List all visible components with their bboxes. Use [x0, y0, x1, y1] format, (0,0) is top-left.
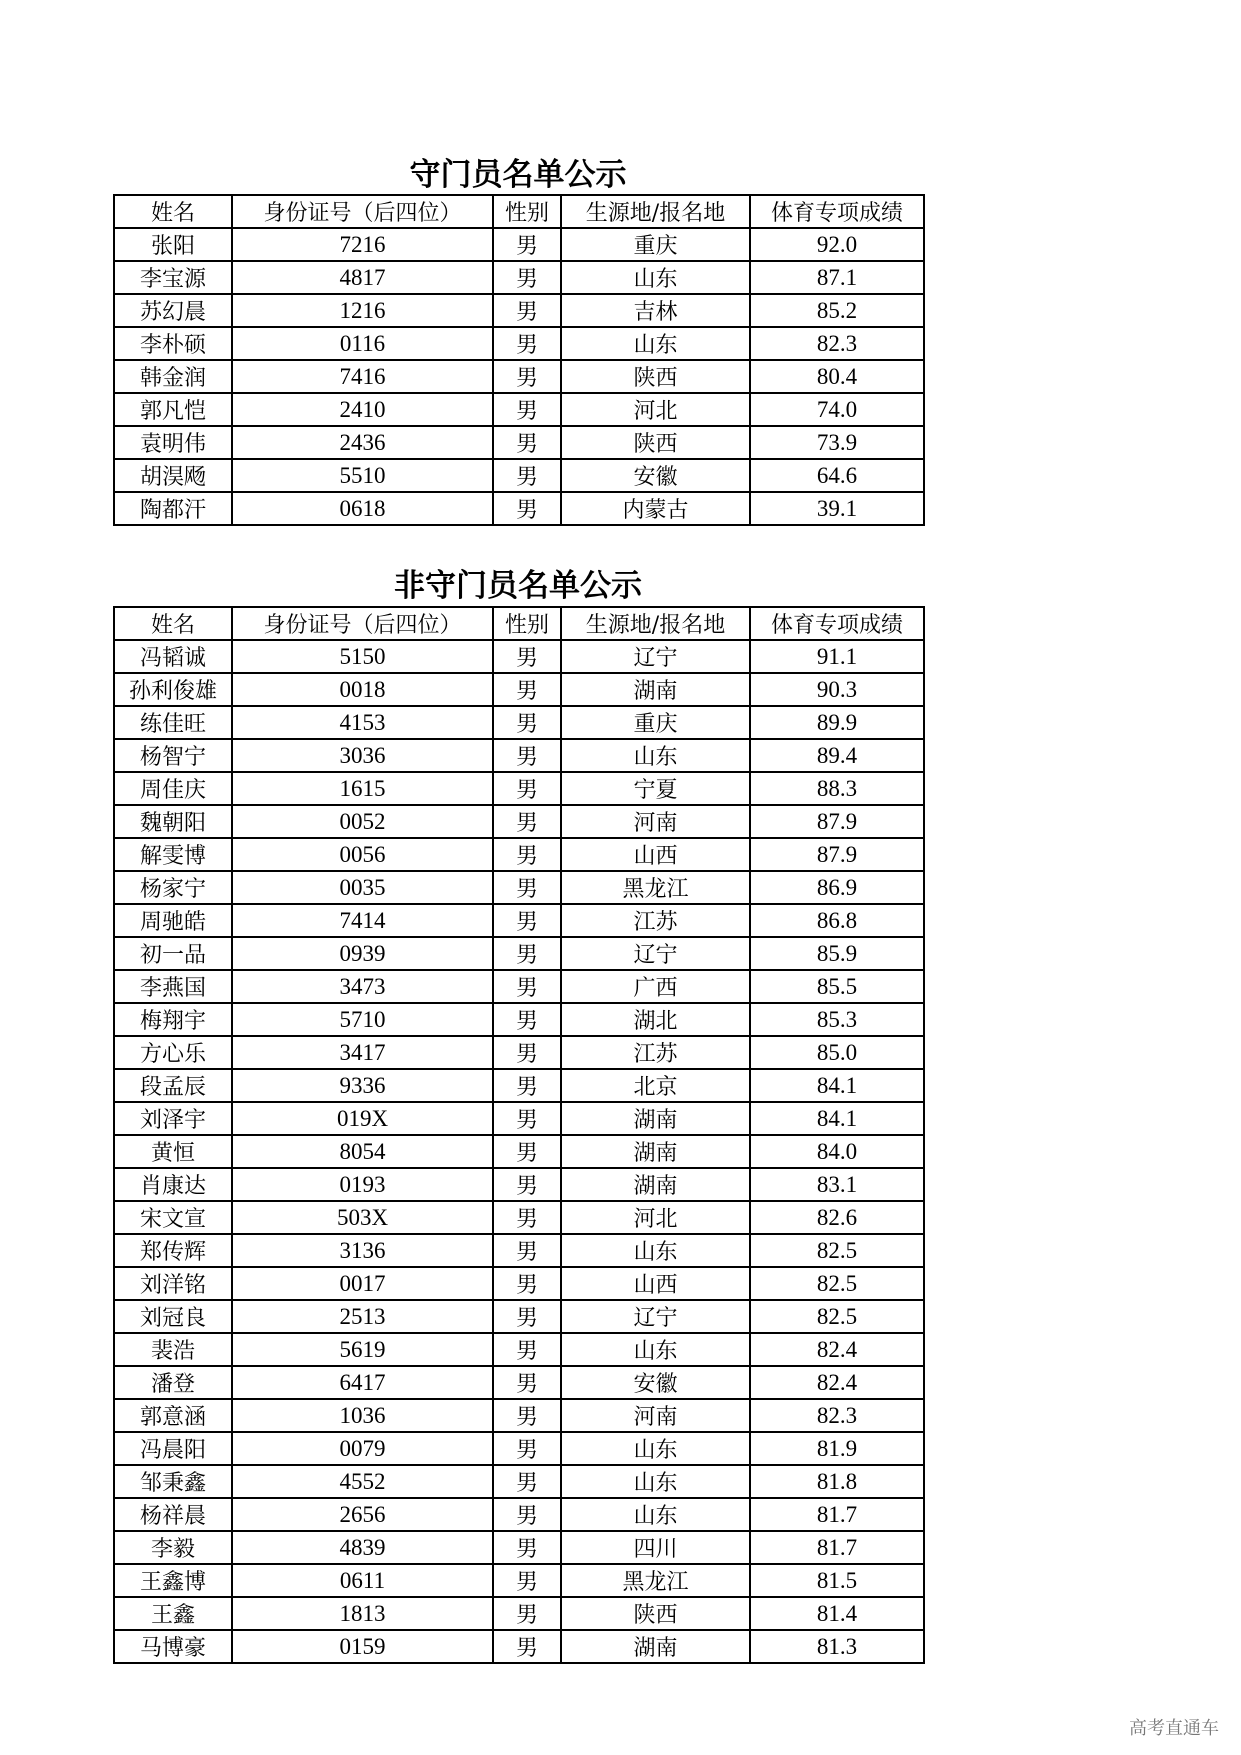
cell-name: 郑传辉 — [114, 1234, 232, 1267]
cell-sports-score: 87.1 — [750, 261, 924, 294]
table-row — [114, 1069, 924, 1102]
cell-id-last-four: 0056 — [232, 838, 493, 871]
cell-sports-score: 89.4 — [750, 739, 924, 772]
cell-id-last-four: 7414 — [232, 904, 493, 937]
cell-gender: 男 — [493, 1135, 561, 1168]
cell-origin: 北京 — [561, 1069, 750, 1102]
cell-id-last-four: 503X — [232, 1201, 493, 1234]
cell-origin: 河北 — [561, 393, 750, 426]
cell-sports-score: 85.2 — [750, 294, 924, 327]
cell-origin: 湖南 — [561, 1135, 750, 1168]
cell-id-last-four: 4817 — [232, 261, 493, 294]
cell-origin: 河南 — [561, 1399, 750, 1432]
cell-sports-score: 64.6 — [750, 459, 924, 492]
cell-sports-score: 82.6 — [750, 1201, 924, 1234]
non-goalkeeper-list-title: 非守门员名单公示 — [394, 568, 642, 604]
cell-id-last-four: 3036 — [232, 739, 493, 772]
goalkeeper-list-title: 守门员名单公示 — [409, 157, 627, 193]
cell-origin: 湖南 — [561, 1630, 750, 1663]
table-row — [114, 1597, 924, 1630]
cell-gender: 男 — [493, 1333, 561, 1366]
cell-gender: 男 — [493, 1234, 561, 1267]
cell-name: 杨智宁 — [114, 739, 232, 772]
cell-origin: 江苏 — [561, 1036, 750, 1069]
cell-sports-score: 82.5 — [750, 1267, 924, 1300]
cell-id-last-four: 0079 — [232, 1432, 493, 1465]
cell-gender: 男 — [493, 492, 561, 525]
cell-sports-score: 82.5 — [750, 1300, 924, 1333]
table-row — [114, 360, 924, 393]
table-row — [114, 904, 924, 937]
cell-origin: 辽宁 — [561, 1300, 750, 1333]
cell-sports-score: 74.0 — [750, 393, 924, 426]
cell-sports-score: 73.9 — [750, 426, 924, 459]
cell-gender: 男 — [493, 1564, 561, 1597]
cell-name: 冯韬诚 — [114, 640, 232, 673]
table-row — [114, 1465, 924, 1498]
column-header-name: 姓名 — [114, 607, 232, 640]
cell-id-last-four: 0018 — [232, 673, 493, 706]
cell-gender: 男 — [493, 904, 561, 937]
table-row — [114, 838, 924, 871]
cell-name: 黄恒 — [114, 1135, 232, 1168]
table-header-row — [114, 195, 924, 228]
table-row — [114, 1399, 924, 1432]
table-row — [114, 1201, 924, 1234]
cell-sports-score: 82.3 — [750, 1399, 924, 1432]
cell-id-last-four: 0052 — [232, 805, 493, 838]
cell-name: 陶都汗 — [114, 492, 232, 525]
table-row — [114, 261, 924, 294]
column-header-name: 姓名 — [114, 195, 232, 228]
table-row — [114, 1234, 924, 1267]
table-row — [114, 805, 924, 838]
cell-name: 初一品 — [114, 937, 232, 970]
cell-origin: 陕西 — [561, 360, 750, 393]
cell-sports-score: 87.9 — [750, 838, 924, 871]
cell-gender: 男 — [493, 1300, 561, 1333]
table-row — [114, 1366, 924, 1399]
cell-origin: 湖南 — [561, 1168, 750, 1201]
table-row — [114, 294, 924, 327]
cell-id-last-four: 0939 — [232, 937, 493, 970]
cell-name: 刘泽宇 — [114, 1102, 232, 1135]
cell-origin: 辽宁 — [561, 937, 750, 970]
table-row — [114, 772, 924, 805]
cell-id-last-four: 2436 — [232, 426, 493, 459]
cell-sports-score: 91.1 — [750, 640, 924, 673]
column-header-id-last-four: 身份证号（后四位） — [232, 195, 493, 228]
cell-origin: 山东 — [561, 327, 750, 360]
cell-name: 李毅 — [114, 1531, 232, 1564]
cell-origin: 山东 — [561, 1234, 750, 1267]
cell-gender: 男 — [493, 1432, 561, 1465]
goalkeeper-table — [113, 194, 925, 526]
cell-name: 冯晨阳 — [114, 1432, 232, 1465]
column-header-origin: 生源地/报名地 — [561, 607, 750, 640]
cell-sports-score: 92.0 — [750, 228, 924, 261]
table-row — [114, 706, 924, 739]
cell-id-last-four: 8054 — [232, 1135, 493, 1168]
cell-sports-score: 80.4 — [750, 360, 924, 393]
table-row — [114, 228, 924, 261]
cell-id-last-four: 3136 — [232, 1234, 493, 1267]
table-row — [114, 1498, 924, 1531]
cell-origin: 重庆 — [561, 706, 750, 739]
cell-name: 潘登 — [114, 1366, 232, 1399]
cell-sports-score: 81.8 — [750, 1465, 924, 1498]
cell-id-last-four: 0035 — [232, 871, 493, 904]
cell-name: 肖康达 — [114, 1168, 232, 1201]
table-row — [114, 739, 924, 772]
table-row — [114, 640, 924, 673]
table-row — [114, 1102, 924, 1135]
cell-sports-score: 84.0 — [750, 1135, 924, 1168]
cell-sports-score: 81.7 — [750, 1531, 924, 1564]
cell-gender: 男 — [493, 739, 561, 772]
cell-gender: 男 — [493, 1201, 561, 1234]
cell-sports-score: 82.5 — [750, 1234, 924, 1267]
cell-id-last-four: 0193 — [232, 1168, 493, 1201]
cell-id-last-four: 4552 — [232, 1465, 493, 1498]
table-row — [114, 1267, 924, 1300]
column-header-sports-score: 体育专项成绩 — [750, 607, 924, 640]
cell-origin: 山东 — [561, 739, 750, 772]
cell-name: 王鑫 — [114, 1597, 232, 1630]
cell-origin: 山东 — [561, 261, 750, 294]
cell-sports-score: 81.5 — [750, 1564, 924, 1597]
table-row — [114, 1564, 924, 1597]
cell-origin: 江苏 — [561, 904, 750, 937]
cell-gender: 男 — [493, 970, 561, 1003]
cell-gender: 男 — [493, 459, 561, 492]
cell-gender: 男 — [493, 261, 561, 294]
table-row — [114, 1300, 924, 1333]
cell-id-last-four: 0611 — [232, 1564, 493, 1597]
cell-origin: 黑龙江 — [561, 871, 750, 904]
cell-sports-score: 39.1 — [750, 492, 924, 525]
cell-id-last-four: 5619 — [232, 1333, 493, 1366]
cell-name: 邹秉鑫 — [114, 1465, 232, 1498]
cell-sports-score: 81.9 — [750, 1432, 924, 1465]
cell-id-last-four: 2513 — [232, 1300, 493, 1333]
cell-gender: 男 — [493, 640, 561, 673]
cell-name: 胡淏飏 — [114, 459, 232, 492]
cell-origin: 湖北 — [561, 1003, 750, 1036]
cell-sports-score: 88.3 — [750, 772, 924, 805]
cell-origin: 山东 — [561, 1498, 750, 1531]
table-row — [114, 1531, 924, 1564]
cell-sports-score: 86.9 — [750, 871, 924, 904]
cell-name: 马博豪 — [114, 1630, 232, 1663]
cell-gender: 男 — [493, 673, 561, 706]
cell-id-last-four: 1813 — [232, 1597, 493, 1630]
cell-gender: 男 — [493, 1036, 561, 1069]
column-header-sports-score: 体育专项成绩 — [750, 195, 924, 228]
cell-name: 宋文宣 — [114, 1201, 232, 1234]
cell-id-last-four: 2410 — [232, 393, 493, 426]
cell-name: 周佳庆 — [114, 772, 232, 805]
cell-sports-score: 82.3 — [750, 327, 924, 360]
cell-name: 裴浩 — [114, 1333, 232, 1366]
cell-name: 袁明伟 — [114, 426, 232, 459]
cell-origin: 内蒙古 — [561, 492, 750, 525]
cell-id-last-four: 0618 — [232, 492, 493, 525]
cell-gender: 男 — [493, 871, 561, 904]
cell-sports-score: 86.8 — [750, 904, 924, 937]
cell-id-last-four: 3417 — [232, 1036, 493, 1069]
cell-origin: 陕西 — [561, 1597, 750, 1630]
column-header-gender: 性别 — [493, 607, 561, 640]
cell-gender: 男 — [493, 1465, 561, 1498]
cell-sports-score: 85.5 — [750, 970, 924, 1003]
cell-name: 苏幻晨 — [114, 294, 232, 327]
column-header-gender: 性别 — [493, 195, 561, 228]
cell-origin: 安徽 — [561, 1366, 750, 1399]
table-row — [114, 937, 924, 970]
cell-sports-score: 82.4 — [750, 1366, 924, 1399]
cell-gender: 男 — [493, 426, 561, 459]
cell-id-last-four: 5150 — [232, 640, 493, 673]
cell-name: 梅翔宇 — [114, 1003, 232, 1036]
cell-sports-score: 81.7 — [750, 1498, 924, 1531]
cell-gender: 男 — [493, 706, 561, 739]
cell-origin: 安徽 — [561, 459, 750, 492]
cell-name: 张阳 — [114, 228, 232, 261]
column-header-id-last-four: 身份证号（后四位） — [232, 607, 493, 640]
table-row — [114, 393, 924, 426]
cell-gender: 男 — [493, 1069, 561, 1102]
cell-gender: 男 — [493, 772, 561, 805]
cell-sports-score: 90.3 — [750, 673, 924, 706]
cell-name: 魏朝阳 — [114, 805, 232, 838]
cell-origin: 河南 — [561, 805, 750, 838]
cell-gender: 男 — [493, 327, 561, 360]
cell-origin: 辽宁 — [561, 640, 750, 673]
cell-name: 李朴硕 — [114, 327, 232, 360]
table-row — [114, 1003, 924, 1036]
cell-sports-score: 89.9 — [750, 706, 924, 739]
cell-origin: 吉林 — [561, 294, 750, 327]
cell-name: 周驰皓 — [114, 904, 232, 937]
cell-origin: 广西 — [561, 970, 750, 1003]
cell-sports-score: 85.3 — [750, 1003, 924, 1036]
cell-id-last-four: 1216 — [232, 294, 493, 327]
cell-sports-score: 81.3 — [750, 1630, 924, 1663]
cell-id-last-four: 4839 — [232, 1531, 493, 1564]
cell-id-last-four: 6417 — [232, 1366, 493, 1399]
cell-gender: 男 — [493, 228, 561, 261]
cell-gender: 男 — [493, 1399, 561, 1432]
table-row — [114, 1036, 924, 1069]
cell-name: 杨家宁 — [114, 871, 232, 904]
cell-origin: 山西 — [561, 838, 750, 871]
cell-gender: 男 — [493, 1366, 561, 1399]
cell-name: 方心乐 — [114, 1036, 232, 1069]
cell-id-last-four: 1036 — [232, 1399, 493, 1432]
cell-gender: 男 — [493, 1102, 561, 1135]
cell-gender: 男 — [493, 1597, 561, 1630]
cell-id-last-four: 4153 — [232, 706, 493, 739]
cell-origin: 宁夏 — [561, 772, 750, 805]
cell-id-last-four: 019X — [232, 1102, 493, 1135]
cell-origin: 陕西 — [561, 426, 750, 459]
cell-id-last-four: 0017 — [232, 1267, 493, 1300]
cell-name: 郭意涵 — [114, 1399, 232, 1432]
cell-origin: 黑龙江 — [561, 1564, 750, 1597]
cell-name: 郭凡恺 — [114, 393, 232, 426]
cell-gender: 男 — [493, 1630, 561, 1663]
table-row — [114, 1333, 924, 1366]
cell-name: 刘洋铭 — [114, 1267, 232, 1300]
cell-origin: 湖南 — [561, 1102, 750, 1135]
cell-origin: 山东 — [561, 1432, 750, 1465]
table-row — [114, 1168, 924, 1201]
cell-gender: 男 — [493, 360, 561, 393]
cell-gender: 男 — [493, 1267, 561, 1300]
table-row — [114, 459, 924, 492]
cell-gender: 男 — [493, 1168, 561, 1201]
watermark: 高考直通车 — [1129, 1718, 1219, 1739]
table-row — [114, 871, 924, 904]
cell-origin: 河北 — [561, 1201, 750, 1234]
column-header-origin: 生源地/报名地 — [561, 195, 750, 228]
table-row — [114, 426, 924, 459]
cell-gender: 男 — [493, 294, 561, 327]
cell-gender: 男 — [493, 1498, 561, 1531]
cell-name: 王鑫博 — [114, 1564, 232, 1597]
cell-sports-score: 81.4 — [750, 1597, 924, 1630]
cell-gender: 男 — [493, 838, 561, 871]
table-row — [114, 673, 924, 706]
cell-origin: 重庆 — [561, 228, 750, 261]
cell-id-last-four: 7416 — [232, 360, 493, 393]
table-header-row — [114, 607, 924, 640]
cell-origin: 山西 — [561, 1267, 750, 1300]
cell-id-last-four: 5510 — [232, 459, 493, 492]
cell-id-last-four: 0116 — [232, 327, 493, 360]
cell-gender: 男 — [493, 937, 561, 970]
cell-id-last-four: 5710 — [232, 1003, 493, 1036]
table-row — [114, 1432, 924, 1465]
cell-name: 杨祥晨 — [114, 1498, 232, 1531]
cell-gender: 男 — [493, 393, 561, 426]
cell-id-last-four: 7216 — [232, 228, 493, 261]
cell-id-last-four: 9336 — [232, 1069, 493, 1102]
cell-name: 李燕国 — [114, 970, 232, 1003]
cell-id-last-four: 2656 — [232, 1498, 493, 1531]
cell-name: 刘冠良 — [114, 1300, 232, 1333]
cell-origin: 四川 — [561, 1531, 750, 1564]
cell-name: 李宝源 — [114, 261, 232, 294]
cell-gender: 男 — [493, 805, 561, 838]
table-row — [114, 1135, 924, 1168]
cell-gender: 男 — [493, 1531, 561, 1564]
cell-sports-score: 83.1 — [750, 1168, 924, 1201]
cell-gender: 男 — [493, 1003, 561, 1036]
cell-sports-score: 87.9 — [750, 805, 924, 838]
cell-sports-score: 84.1 — [750, 1069, 924, 1102]
cell-id-last-four: 1615 — [232, 772, 493, 805]
cell-id-last-four: 3473 — [232, 970, 493, 1003]
table-row — [114, 492, 924, 525]
cell-name: 解雯博 — [114, 838, 232, 871]
cell-sports-score: 84.1 — [750, 1102, 924, 1135]
cell-name: 韩金润 — [114, 360, 232, 393]
table-row — [114, 970, 924, 1003]
cell-id-last-four: 0159 — [232, 1630, 493, 1663]
cell-sports-score: 85.9 — [750, 937, 924, 970]
cell-sports-score: 82.4 — [750, 1333, 924, 1366]
table-row — [114, 327, 924, 360]
cell-name: 段孟辰 — [114, 1069, 232, 1102]
cell-origin: 山东 — [561, 1333, 750, 1366]
cell-origin: 湖南 — [561, 673, 750, 706]
table-row — [114, 1630, 924, 1663]
non-goalkeeper-table — [113, 606, 925, 1664]
cell-name: 练佳旺 — [114, 706, 232, 739]
cell-origin: 山东 — [561, 1465, 750, 1498]
cell-sports-score: 85.0 — [750, 1036, 924, 1069]
cell-name: 孙利俊雄 — [114, 673, 232, 706]
